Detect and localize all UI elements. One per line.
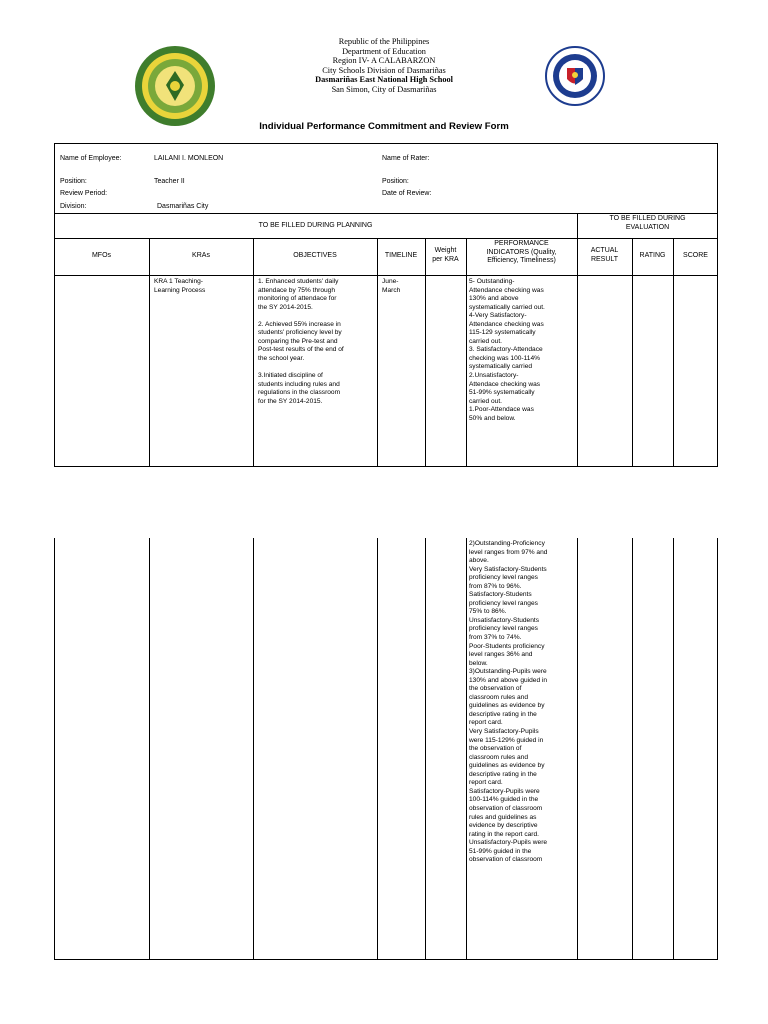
indicator-line: 4-Very Satisfactory- [469,312,527,320]
indicator-line: 2.Unsatisfactory- [469,372,519,380]
col-header-pi-line: PERFORMANCE [494,240,549,247]
indicator-line: level ranges from 97% and [469,548,548,556]
school-name: Dasmariñas East National High School [315,75,453,85]
col-header-pi-line: INDICATORS (Quality, [486,248,557,256]
indicator-line: Very Satisfactory-Students [469,565,547,573]
timeline-line: June- [382,278,399,285]
letterhead-line: San Simon, City of Dasmariñas [331,84,437,94]
objective-line: monitoring of attendace for [258,295,337,303]
indicator-line: rules and guidelines as [469,813,537,821]
kra-line: Learning Process [154,286,206,294]
objectives-cell [258,278,344,406]
col-header-weight [425,247,466,264]
indicator-line: classroom rules and [469,753,529,761]
indicator-line: from 87% to 96%. [469,582,522,590]
col-header-actual-line: ACTUAL [590,247,619,254]
review-period-label: Review Period: [60,190,108,197]
indicator-line: descriptive rating in the [469,770,537,778]
indicator-line: systematically carried [469,363,533,371]
indicator-line: proficiency level ranges [469,574,538,582]
indicator-line: report card. [469,719,503,727]
col-header-actual-line: RESULT [590,255,619,263]
objective-line: regulations in the classroom [258,389,341,397]
objective-line: for the SY 2014-2015. [258,397,323,405]
indicator-line: 2)Outstanding-Proficiency [469,540,545,547]
indicator-line: the observation of [469,685,522,693]
rater-position-label: Position: [382,178,409,185]
indicator-line: were 115-129% guided in [469,736,544,744]
indicator-line: Poor-Students proficiency [469,642,545,650]
col-header-performance-indicators [466,240,577,266]
indicators-cell-continued [469,540,547,865]
indicator-line: above. [469,557,489,565]
objective-line: students including rules and [258,380,340,388]
form-title: Individual Performance Commitment and Review Form [259,121,509,132]
indicator-line: proficiency level ranges [469,625,538,633]
indicator-line: 1.Poor-Attendace was [469,406,534,414]
col-header-objectives: OBJECTIVES [293,252,337,259]
col-header-score: SCORE [683,252,708,259]
continuation-table [54,538,718,960]
indicator-line: checking was 100-114% [469,354,540,362]
indicator-line: rating in the report card. [469,830,540,838]
col-header-mfos: MFOs [91,252,112,259]
indicator-line: Attendace checking was [469,380,541,388]
col-header-weight-line: Weight [434,247,457,254]
planning-section-header: TO BE FILLED DURING PLANNING [258,222,373,229]
evaluation-header-line: EVALUATION [625,223,670,231]
indicator-line: Attendance checking was [469,286,544,294]
deped-seal-logo [545,46,605,106]
division-value: Dasmariñas City [157,203,209,210]
indicator-line: evidence by descriptive [469,822,538,830]
col-header-timeline: TIMELINE [384,252,418,259]
indicator-line: 100-114% guided in the [469,796,539,804]
indicator-line: 75% to 86%. [469,608,507,616]
col-header-actual-result [577,247,632,264]
letterhead-line: Department of Education [342,46,426,56]
date-of-review-label: Date of Review: [382,190,432,197]
indicator-line: descriptive rating in the [469,710,537,718]
rater-name-label: Name of Rater: [382,155,430,162]
letterhead [234,37,534,95]
col-header-rating: RATING [639,252,666,259]
position-value: Teacher II [154,178,185,185]
indicator-line: 130% and above [469,295,519,303]
indicator-line: 51-99% guided in the [469,847,532,855]
indicator-line: Satisfactory-Pupils were [469,787,540,795]
division-label: Division: [60,203,87,210]
employee-name-label: Name of Employee: [60,155,122,162]
letterhead-line: Republic of the Philippines [338,37,430,46]
objective-line: students' proficiency level by [258,329,342,337]
indicator-line: below. [469,659,488,667]
evaluation-header-line: TO BE FILLED DURING [609,215,686,222]
employee-name-value: LAILANI I. MONLEON [154,155,224,162]
objective-line: the SY 2014-2015. [258,303,313,311]
indicator-line: 115-129 systematically [469,329,536,337]
indicator-line: 51-99% systematically [469,389,535,397]
indicator-line: Unsatisfactory-Pupils were [469,839,548,847]
objective-line: 1. Enhanced students' daily [258,278,339,285]
timeline-line: March [382,286,401,294]
objective-line: the school year. [258,354,305,362]
indicator-line: 5- Outstanding- [469,278,515,285]
indicator-line: 3. Satisfactory-Attendace [469,346,543,354]
school-seal-logo [134,45,216,127]
kra-cell [154,278,205,295]
indicator-line: Satisfactory-Students [469,591,532,599]
indicator-line: observation of classroom [469,804,543,812]
indicator-line: carried out. [469,337,502,345]
col-header-weight-line: per KRA [432,255,459,263]
indicator-line: proficiency level ranges [469,599,538,607]
indicators-cell [469,278,545,423]
indicator-line: Very Satisfactory-Pupils [469,728,539,736]
objective-line: 2. Achieved 55% increase in [258,320,341,328]
col-header-kras: KRAs [192,252,210,259]
indicator-line: level ranges 36% and [469,651,533,659]
indicator-line: the observation of [469,745,522,753]
col-header-pi-line: Efficiency, Timeliness) [487,257,556,265]
indicator-line: classroom rules and [469,693,529,701]
evaluation-section-header [577,215,718,232]
kra-line: KRA 1 Teaching- [154,278,203,285]
letterhead-line: City Schools Division of Dasmariñas [322,65,446,75]
timeline-cell [382,278,400,295]
indicator-line: 130% and above guided in [469,676,548,684]
indicator-line: Unsatisfactory-Students [469,616,539,624]
indicator-line: carried out. [469,397,502,405]
indicator-line: systematically carried out. [469,303,545,311]
indicator-line: guidelines as evidence by [469,762,545,770]
position-label: Position: [60,178,87,185]
objective-line: Post-test results of the end of [258,346,344,354]
indicator-line: observation of classroom [469,856,543,864]
letterhead-line: Region IV- A CALABARZON [332,56,436,66]
indicator-line: 3)Outstanding-Pupils were [469,668,547,676]
objective-line: 3.Initiated discipline of [258,372,323,380]
indicator-line: from 37% to 74%. [469,634,522,642]
spacer [258,312,344,321]
objective-line: attendace by 75% through [258,286,335,294]
indicator-line: report card. [469,779,503,787]
indicator-line: 50% and below. [469,414,516,422]
indicator-line: Attendance checking was [469,320,544,328]
indicator-line: guidelines as evidence by [469,702,545,710]
spacer [258,363,344,372]
objective-line: comparing the Pre-test and [258,337,338,345]
